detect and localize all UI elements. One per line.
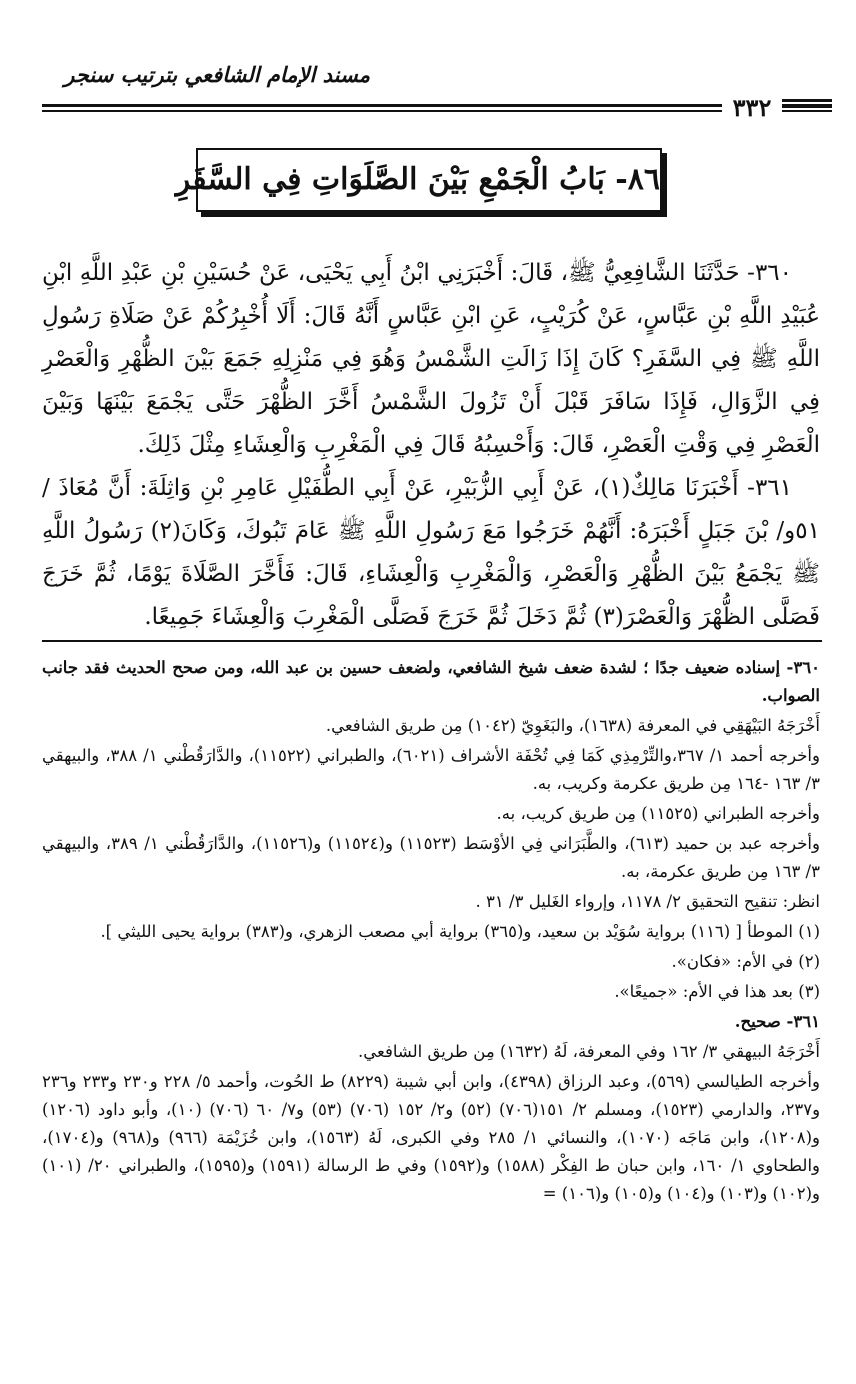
note-360-line: انظر: تنقيح التحقيق ٢/ ١١٧٨، وإرواء الغَليل ٣/ ٣١ . bbox=[475, 892, 820, 911]
note-360-line: وأخرجه الطبراني (١١٥٢٥) مِن طريق كريب، به. bbox=[496, 804, 820, 823]
footnote-1: (١) الموطأ [ (١١٦) برواية سُوَيْد بن سعيد، و(٣٦٥) برواية أبي مصعب الزهري، و(٣٨٣) برواية يحيى الليثي ]. bbox=[100, 922, 820, 941]
footnotes-block bbox=[42, 654, 820, 1210]
note-360-line: أَخْرَجَهُ البَيْهَقِي في المعرفة (١٦٣٨)، والبَغَوِيّ (١٠٤٢) مِن طريق الشافعي. bbox=[325, 716, 820, 735]
page-number: ٣٣٢ bbox=[722, 94, 782, 122]
note-361-line: وأخرجه الطيالسي (٥٦٩)، وعبد الرزاق (٤٣٩٨)، وابن أبي شيبة (٨٢٢٩) ط الحُوت، وأحمد ٥/ ٢٢٨ و٢٣٠ و٢٣٣ و٢٣٦ و٢٣٧، والدارمي (١٥٢٣)، ومسلم ٢/ ١٥١(٧٠٦) (٥٢) و٢/ ١٥٢ (٧٠٦) (٥٣) و٧/ ٦٠ (٧٠٦) (١٠)، وأبو داود (١٢٠٦) و(١٢٠٨)، وابن مَاجَه (١٠٧٠)، والنسائي ١/ ٢٨٥ وفي الكبرى، لَهُ (١٥٦٣)، وابن خُزَيْمَة (٩٦٦) و(٩٦٨) و(١٧٠٤)، والطحاوي ١/ ١٦٠، وابن حبان ط الفِكْر (١٥٨٨) و(١٥٩٢) وفي ط الرسالة (١٥٩١) و(١٥٩٥)، والطبراني ٢٠/ (١٠١) و(١٠٢) و(١٠٣) و(١٠٤) و(١٠٥) و(١٠٦) = bbox=[42, 1072, 821, 1203]
footnote-2: (٢) في الأم: «فكان». bbox=[671, 952, 820, 971]
hadith-text-block bbox=[42, 252, 820, 639]
page-number-rule-top bbox=[776, 99, 832, 102]
chapter-title: ٨٦- بَابُ الْجَمْعِ بَيْنَ الصَّلَوَاتِ فِي السَّفَرِ bbox=[175, 162, 660, 197]
chapter-title-box bbox=[175, 148, 662, 212]
note-360-line: وأخرجه عبد بن حميد (٦١٣)، والطَّبَرَاني فِي الأوْسَط (١١٥٢٣) و(١١٥٢٤) و(١١٥٢٦)، والدَّارَقُطْني ١/ ٣٨٩، والبيهقي ٣/ ١٦٣ مِن طريق عكرمة، به. bbox=[42, 834, 820, 881]
page-number-rule-bottom bbox=[776, 105, 832, 108]
footnote-3: (٣) بعد هذا في الأم: «جميعًا». bbox=[614, 982, 820, 1001]
hadith-360: ٣٦٠- حَدَّثَنَا الشَّافِعِيُّ ﷺ، قَالَ: أَخْبَرَنِي ابْنُ أَبِي يَحْيَى، عَنْ حُسَيْنِ بْنِ عَبْدِ اللَّهِ ابْنِ عُبَيْدِ اللَّهِ بْنِ عَبَّاسٍ، عَنْ كُرَيْبٍ، عَنِ ابْنِ عَبَّاسٍ أَنَّهُ قَالَ: أَلَا أُخْبِرُكُمْ عَنْ صَلَاةِ رَسُولِ اللَّهِ ﷺ فِي السَّفَرِ؟ كَانَ إِذَا زَالَتِ الشَّمْسُ وَهُوَ فِي مَنْزِلِهِ جَمَعَ بَيْنَ الظُّهْرِ وَالْعَصْرِ فِي الزَّوَالِ، فَإِذَا سَافَرَ قَبْلَ أَنْ تَزُولَ الشَّمْسُ أَخَّرَ الظُّهْرَ حَتَّى يَجْمَعَ بَيْنَهَا وَبَيْنَ الْعَصْرِ فِي وَقْتِ الْعَصْرِ، قَالَ: وَأَحْسِبُهُ قَالَ فِي الْمَغْرِبِ وَالْعِشَاءِ مِثْلَ ذَلِكَ. bbox=[42, 260, 820, 458]
running-header-title: مسند الإمام الشافعي بترتيب سنجر bbox=[64, 62, 370, 87]
header-rule-thin bbox=[42, 110, 832, 112]
hadith-361: ٣٦١- أَخْبَرَنَا مَالِكٌ(١)، عَنْ أَبِي الزُّبَيْرِ، عَنْ أَبِي الطُّفَيْلِ عَامِرِ بْنِ وَاثِلَةَ: أَنَّ مُعَاذَ / ٥١و/ بْنَ جَبَلٍ أَخْبَرَهُ: أَنَّهُمْ خَرَجُوا مَعَ رَسُولِ اللَّهِ ﷺ عَامَ تَبُوكَ، وَكَانَ(٢) رَسُولُ اللَّهِ ﷺ يَجْمَعُ بَيْنَ الظُّهْرِ وَالْعَصْرِ، وَالْمَغْرِبِ وَالْعِشَاءِ، قَالَ: فَأَخَّرَ الصَّلَاةَ يَوْمًا، ثُمَّ خَرَجَ فَصَلَّى الظُّهْرَ وَالْعَصْرَ(٣) ثُمَّ دَخَلَ ثُمَّ خَرَجَ فَصَلَّى الْمَغْرِبَ وَالْعِشَاءَ جَمِيعًا. bbox=[42, 475, 820, 630]
footnote-separator bbox=[42, 640, 822, 642]
note-360-line: وأخرجه أحمد ١/ ٣٦٧،والتِّرْمِذِي كَمَا فِي تُحْفَة الأشراف (٦٠٢١)، والطبراني (١١٥٢٢)، والدَّارَقُطْني ١/ ٣٨٨، والبيهقي ٣/ ١٦٣ -١٦٤ مِن طريق عكرمة وكريب، به. bbox=[42, 746, 820, 793]
header-rule-thick bbox=[42, 104, 832, 107]
note-361-line: أَخْرَجَهُ البيهقي ٣/ ١٦٢ وفي المعرفة، لَهُ (١٦٣٢) مِن طريق الشافعي. bbox=[358, 1042, 820, 1061]
note-360-grading: ٣٦٠- إسناده ضعيف جدًا ؛ لشدة ضعف شيخ الشافعي، ولضعف حسين بن عبد الله، ومن صحح الحديث فقد جانب الصواب. bbox=[42, 658, 820, 705]
note-361-grading: ٣٦١- صحيح. bbox=[734, 1012, 820, 1031]
